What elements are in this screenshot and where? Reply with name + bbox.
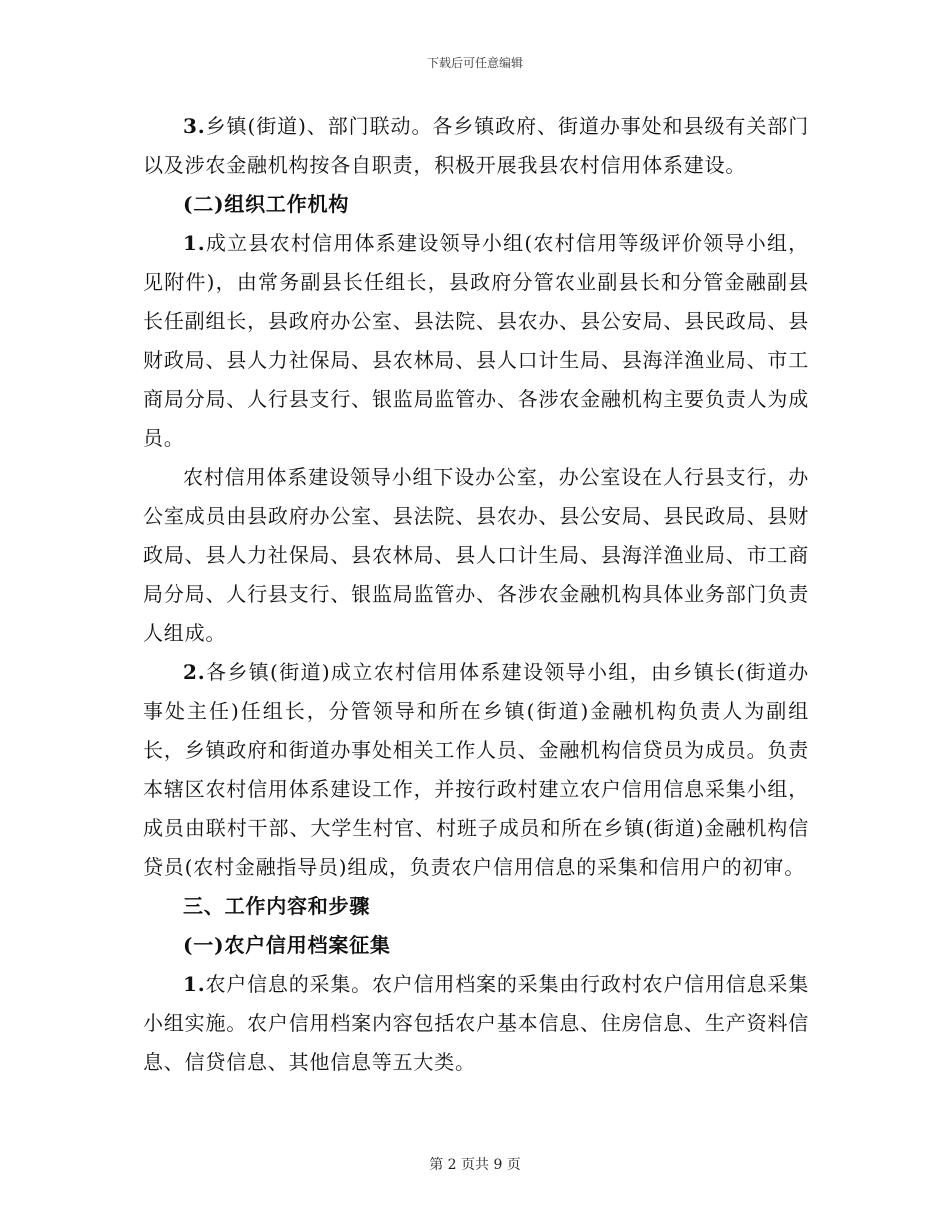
item-number: 2. xyxy=(183,660,206,684)
page-header: 下载后可任意编辑 xyxy=(426,56,523,70)
document-body xyxy=(143,107,809,1082)
paragraph xyxy=(143,107,809,185)
paragraph xyxy=(143,653,809,887)
subsection-heading: (二)组织工作机构 xyxy=(183,192,350,216)
item-number: 1. xyxy=(183,231,206,255)
paragraph-text: 农村信用体系建设领导小组下设办公室，办公室设在人行县支行，办公室成员由县政府办公室、县法院、县农办、县公安局、县民政局、县财政局、县人力社保局、县农林局、县人口计生局、县海洋渔业局、市工商局分局、人行县支行、银监局监管办、各涉农金融机构具体业务部门负责人组成。 xyxy=(143,465,809,645)
page-number: 第 2 页共 9 页 xyxy=(429,1157,521,1173)
paragraph-text: 农户信息的采集。农户信用档案的采集由行政村农户信用信息采集小组实施。农户信用档案内容包括农户基本信息、住房信息、生产资料信息、信贷信息、其他信息等五大类。 xyxy=(143,972,809,1074)
subsection-heading: (一)农户信用档案征集 xyxy=(183,933,391,957)
paragraph xyxy=(143,965,809,1082)
paragraph-text: 成立县农村信用体系建设领导小组(农村信用等级评价领导小组，见附件)，由常务副县长任组长，县政府分管农业副县长和分管金融副县长任副组长，县政府办公室、县法院、县农办、县公安局、县民政局、县财政局、县人力社保局、县农林局、县人口计生局、县海洋渔业局、市工商局分局、人行县支行、银监局监管办、各涉农金融机构主要负责人为成员。 xyxy=(143,231,809,450)
paragraph xyxy=(143,458,809,653)
paragraph-text: 乡镇(街道)、部门联动。各乡镇政府、街道办事处和县级有关部门以及涉农金融机构按各自职责，积极开展我县农村信用体系建设。 xyxy=(143,114,809,177)
section-heading: 三、工作内容和步骤 xyxy=(183,894,371,918)
paragraph xyxy=(143,224,809,458)
item-number: 1. xyxy=(183,972,206,996)
paragraph-text: 各乡镇(街道)成立农村信用体系建设领导小组，由乡镇长(街道办事处主任)任组长，分管领导和所在乡镇(街道)金融机构负责人为副组长，乡镇政府和街道办事处相关工作人员、金融机构信贷员为成员。负责本辖区农村信用体系建设工作，并按行政村建立农户信用信息采集小组，成员由联村干部、大学生村官、村班子成员和所在乡镇(街道)金融机构信贷员(农村金融指导员)组成，负责农户信用信息的采集和信用户的初审。 xyxy=(143,660,809,879)
item-number: 3. xyxy=(183,114,206,138)
